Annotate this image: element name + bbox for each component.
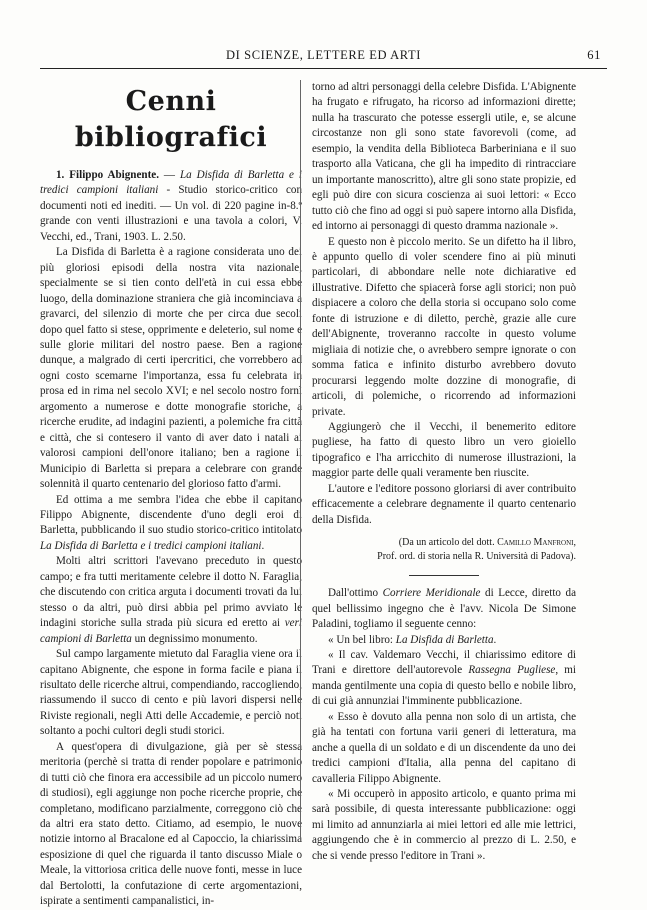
separator-rule [409,575,479,576]
paragraph [312,586,576,632]
paragraph: torno ad altri personaggi della celebre Disfida. L'Abignente ha frugato e rifrugato, ha ricorso ad informazioni dirette; nulla ha trascurato che potesse essergli utile, e, se alcune circostanze non gli sono state favorevoli (come, ad esempio, la vendita della Biblioteca Barberiniana e il suo trasporto alla Vaticana, che gli ha impedito di rintracciare un importante manoscritto), altre gli sono state propizie, ed egli può dire con sicura coscienza ai suoi lettori: « Ecco tutto ciò che fino ad oggi si può sapere intorno alla Disfida, ed intorno ai personaggi di questo dramma nazionale ». [312,81,576,233]
section-heading: Cenni bibliografici [74,86,268,153]
text-run: , mi manda gentilmente una copia di questo bello e nobile libro, di cui già annunziai l'imminente pubblicazione. [312,664,576,708]
text-run: un degnissimo monumento. [131,632,258,645]
text-run: « Un bel libro: [328,633,396,646]
credit-text: (Da un articolo del dott. [398,537,498,549]
newspaper-name: Corriere Meridionale [382,587,481,600]
paragraph: Aggiungerò che il Vecchi, il benemerito editore pugliese, ha fatto di questo libro un vero gioiello tipografico e l'ha arricchito di numerose illustrazioni, la maggior parte delle quali veramente ben riuscite. [312,420,576,480]
paragraph: L'autore e l'editore possono gloriarsi di aver contribuito efficacemente a celebrare degnamente il quarto centenario della Disfida. [312,482,576,526]
quote-paragraph: « Esso è dovuto alla penna non solo di un artista, che già ha tentati con fortuna varii generi di letteratura, ma anche a quella di un soldato e di un discendente da uno dei tredici campioni d'Italia, alla penna del capitano di cavalleria Filippo Abignente. [312,710,576,785]
text-run: Ed ottima a me sembra l'idea che ebbe il capitano Filippo Abignente, discendente d'uno degli eroi di Barletta, pubblicando il suo studio storico-critico intitolato [40,493,302,537]
text-run: Dall'ottimo [328,587,383,600]
entry-dash: — [158,169,180,181]
text-run: . [261,539,265,552]
paragraph [40,493,302,555]
text-run: « Il cav. Valdemaro Vecchi, il chiarissimo editore di Trani e direttore dell'autorevole [312,648,576,677]
quote-paragraph: « Mi occuperò in apposito articolo, e quanto prima mi sarà possibile, di questa interessante pubblicazione: oggi mi limito ad annunziarla ai miei lettori ed alle mie lettrici, aggiungendo che è in commercio al prezzo di L. 2.50, e che si vende presso l'editore in Trani ». [312,788,576,862]
quote-paragraph [312,648,576,710]
paragraph: A quest'opera di divulgazione, già per sè stessa meritoria (perchè si tratta di render popolare e patrimonio di tutti ciò che finora era accessibile ad un piccolo numero di studiosi), egli aggiunge non poche ricerche proprie, che completano, modificano parzialmente, correggono ciò che da altri era stato detto. Citiamo, ad esempio, le nuove notizie intorno al Bracalone ed al Capoccio, la chiarissima esposizione di quel che riguarda il tanto discusso Miale o Meale, la vittoriosa critica delle nuove fonti, messe in luce dal Bertolotti, la confutazione di certe argomentazioni, ispirate a sentimenti campanalistici, in- [40,740,302,908]
credit-affiliation: Prof. ord. di storia nella R. Università di Padova). [377,550,576,562]
paragraph: E questo non è piccolo merito. Se un difetto ha il libro, è appunto quello di voler scendere fino ai più minuti particolari, di abbondare nelle note dichiarative ed illustrative. Difetto che spiacerà forse agli storici; non può dispiacere a coloro che della storia si occupano solo come fonte di istruzione e di diletto, perchè, grazie alle cure dell'Abignente, troveranno raccolte in questo volume migliaia di notizie che, o avrebbero sempre ignorate o con somma fatica e infinito disturbo avrebbero dovuto procurarsi leggendo molte dozzine di monografie, di articoli, di polemiche, o ricorrendo ad informazioni private. [312,235,576,418]
paragraph [40,554,302,647]
emphasis: veri campioni di Barletta [40,617,302,645]
entry-author: Filippo Abignente. [69,169,159,181]
right-column [312,80,576,864]
bibliographic-entry [40,168,302,245]
text-run: Molti altri scrittori l'avevano preceduto in questo campo; e fra tutti meritamente celebre il dotto N. Faraglia, che discutendo con critica arguta i documenti trovati da lui stesso o da altri, può dirsi abbia pel primo avviato le indagini storiche sulla strada più sicura ed eretto ai [40,555,302,630]
paragraph: La Disfida di Barletta è a ragione considerata uno dei più gloriosi episodi della nostra vita nazionale, specialmente se si tien conto dell'età in cui essa ebbe luogo, della dominazione straniera che già incominciava a gravarci, del silenzio di morte che per circa due secoli dopo quel fatto si stese, opprimente e deleterio, sul nome e sulle glorie militari del nostro paese. Ben a ragione dunque, a malgrado di certi ipercritici, che vorrebbero ad ogni costo scemarne l'importanza, essa fu celebrata in prosa ed in rima nel secolo XVI; e nel secolo nostro fornì argomento a numerose e dotte monografie storiche, a ricerche erudite, ad indagini pazienti, a polemiche fra città e città, che si contesero il vanto di aver dato i natali ai valorosi campioni dell'onore italiano; ben a ragione il Municipio di Barletta si prepara a celebrare con grande solennità il quarto centenario del glorioso fatto d'armi. [40,246,302,491]
credit-author: Camillo Manfroni [497,537,574,549]
article-credit [312,536,576,563]
text-run: di Lecce, diretto da quel bellissimo ingegno che è l'avv. Nicola De Simone Paladini, togliamo il seguente cenno: [312,587,577,631]
entry-number: 1. [56,169,65,181]
page-number: 61 [587,48,601,62]
credit-text: , [573,537,576,549]
paragraph: Sul campo largamente mietuto dal Faraglia viene ora il capitano Abignente, che espone in forma facile e piana il risultato delle ricerche altrui, compendiando, raccogliendo, riassumendo il succo di cento e più lavori dispersi nelle Riviste regionali, negli Atti delle Accademie, e perciò noti soltanto a pochi cultori degli studi storici. [40,648,302,738]
running-head-title: DI SCIENZE, LETTERE ED ARTI [226,48,421,62]
journal-title: Rassegna Pugliese [468,664,556,677]
quote-line [312,633,576,648]
left-column [40,80,302,910]
running-head [40,48,607,68]
entry-title: La Disfida di Barletta e i tredici campioni italiani [40,169,302,197]
header-rule [40,68,607,69]
entry-details: - Studio storico-critico con documenti noti ed inediti. — Un vol. di 220 pagine in-8.º grande con venti illustrazioni e una tavola a colori, V. Vecchi, ed., Trani, 1903. L. 2.50. [40,184,302,243]
book-title: La Disfida di Barletta e i tredici campioni italiani [40,539,262,552]
text-run: . [493,633,497,646]
column-divider [300,80,301,840]
book-title: La Disfida di Barletta [395,633,494,646]
